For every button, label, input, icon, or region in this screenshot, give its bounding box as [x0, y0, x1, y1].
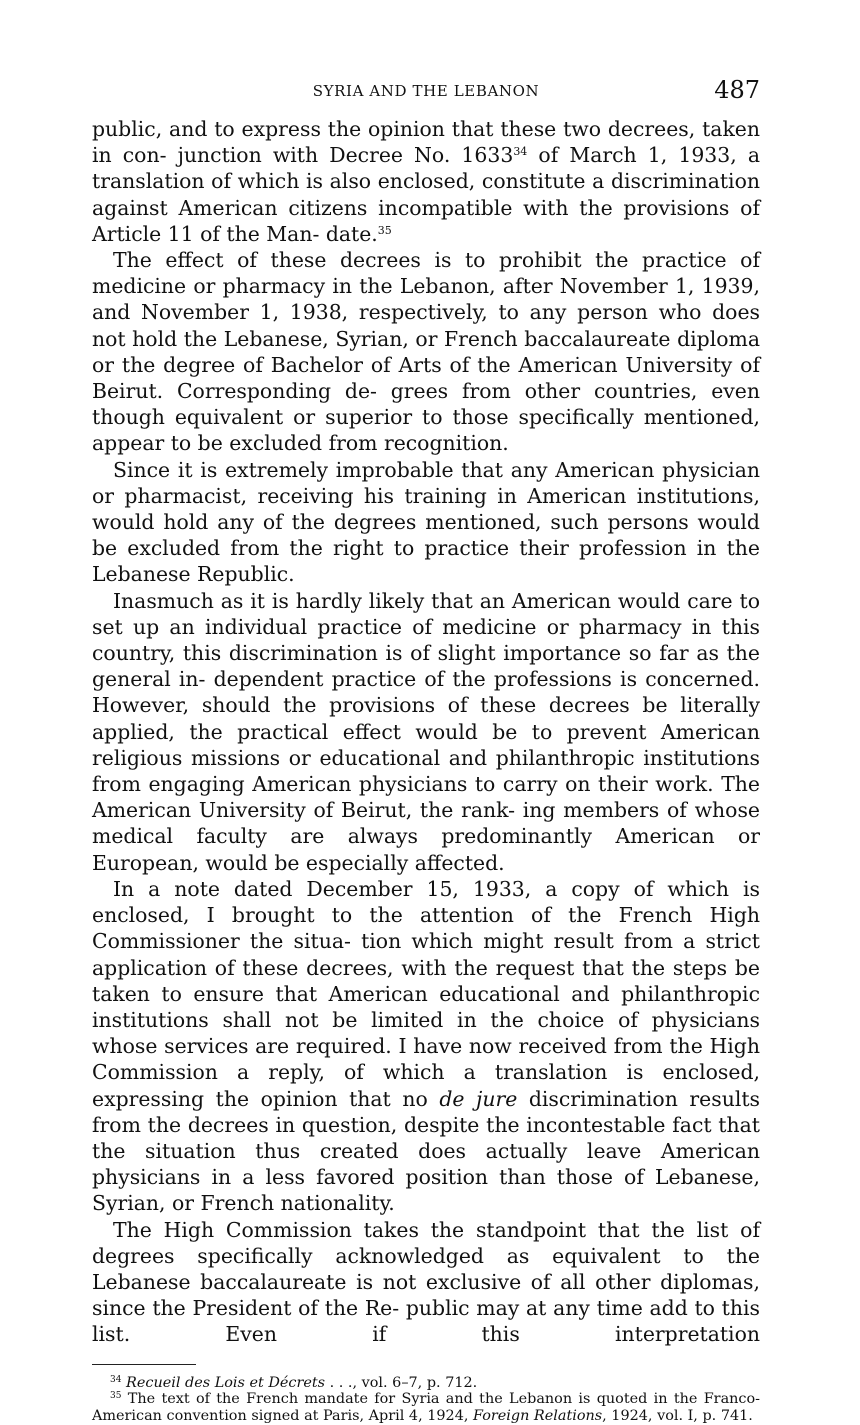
paragraph-5-text-a: In a note dated December 15, 1933, a copy of which is enclosed, I brought to the attention of the French High Commissioner the situa- tion which might result from a strict application of these decrees, with the request that the steps be taken to ensure that American educational and philanthropic institutions shall not be limited in the choice of physicians whose services are required. I have now received from the High Commission a reply, of which a translation is enclosed, expressing the opinion that no — [92, 876, 760, 1111]
page-header — [92, 76, 760, 116]
footnote-34-marker: 34 — [110, 1374, 122, 1385]
paragraph-6: The High Commission takes the standpoint that the list of degrees specifically acknowledged as equivalent to the Lebanese baccalaureate is not exclusive of all other diplomas, since the President of the Re- public may at any time add to this list. Even if this interpretation — [92, 1217, 760, 1347]
paragraph-2: The effect of these decrees is to prohibit the practice of medicine or pharmacy in the Lebanon, after November 1, 1939, and November 1, 1938, respectively, to any person who does not hold the Lebanese, Syrian, or French baccalaureate diploma or the degree of Bachelor of Arts of the American University of Beirut. Corresponding de- grees from other countries, even though equivalent or superior to those specifically mentioned, appear to be excluded from recognition. — [92, 248, 760, 456]
paragraph-4: Inasmuch as it is hardly likely that an American would care to set up an individual practice of medicine or pharmacy in this country, this discrimination is of slight importance so far as the general in- dependent practice of the professions is concerned. However, should the provisions of these decrees be literally applied, the practical effect would be to prevent American religious missions or educational and philanthropic institutions from engaging American physicians to carry on their work. The American University of Beirut, the rank- ing members of whose medical faculty are always predominantly American or European, would be especially affected. — [92, 588, 760, 875]
page-number: 487 — [714, 76, 760, 104]
footnote-35-text-b: , 1924, vol. I, p. 741. — [602, 1408, 753, 1425]
footnote-35 — [92, 1391, 760, 1425]
footnote-rule — [92, 1364, 196, 1365]
paragraph-5-italic: de jure — [439, 1086, 518, 1111]
footnotes — [92, 1375, 760, 1425]
paragraph-1 — [92, 116, 760, 247]
footnote-34 — [92, 1375, 760, 1392]
paragraph-3: Since it is extremely improbable that any American physician or pharmacist, receiving his training in American institutions, would hold any of the degrees mentioned, such persons would be excluded from the right to practice their profession in the Lebanese Republic. — [92, 457, 760, 587]
running-title: SYRIA AND THE LEBANON — [312, 82, 540, 100]
footnote-ref-35: 35 — [377, 223, 392, 237]
footnote-34-italic: Recueil des Lois et Décrets — [126, 1374, 326, 1391]
footnote-ref-34: 34 — [513, 145, 528, 159]
footnote-35-italic: Foreign Relations — [473, 1408, 603, 1425]
footnote-34-text: . . ., vol. 6–7, p. 712. — [325, 1374, 478, 1391]
paragraph-1-text-a: public, and to express the opinion that these two decrees, taken in con- junction with Decree No. 1633 — [92, 117, 760, 168]
paragraph-5-text-b: discrimination results from the decrees in question, despite the incontestable fact that the situation thus created does actually leave American physicians in a less favored position than those of Lebanese, Syrian, or French nationality. — [92, 1086, 761, 1216]
paragraph-1-text-b: of March 1, 1933, a translation of which is also enclosed, constitute a discrimination against American citizens incompatible with the provisions of Article 11 of the Man- date. — [92, 143, 760, 246]
paragraph-5 — [92, 876, 760, 1217]
body-text — [92, 116, 760, 1348]
footnote-35-text-a: The text of the French mandate for Syria and the Lebanon is quoted in the Franco-American convention signed at Paris, April 4, 1924, — [92, 1391, 760, 1425]
footnote-35-marker: 35 — [110, 1391, 122, 1402]
document-page — [92, 76, 760, 1425]
